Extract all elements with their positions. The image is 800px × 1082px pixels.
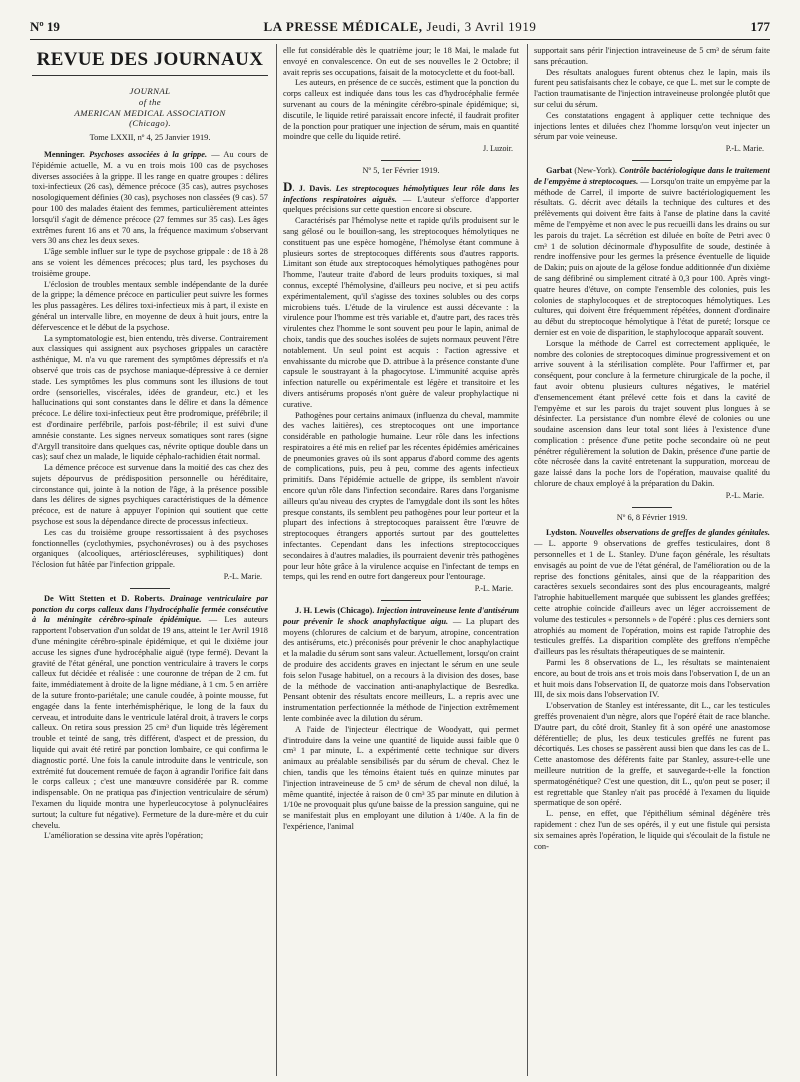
article-lead (32, 150, 268, 247)
issue-date: Nº 6, 8 Février 1919. (616, 512, 688, 522)
drop-capital: D (283, 178, 293, 194)
article-text: — L'auteur s'efforce d'apporter quelques précisions sur cette question encore si obscure. (283, 194, 519, 215)
journal-header-title (30, 19, 770, 35)
article-divider (381, 600, 421, 601)
section-rule (32, 75, 268, 76)
article-author: De Witt Stetten et D. Roberts. (44, 593, 165, 603)
article-author: Menninger. (44, 149, 85, 159)
article-signature: P.-L. Marie. (725, 144, 764, 154)
journal-line: of the (138, 96, 162, 107)
journal-issue: Tome LXXII, nº 4, 25 Janvier 1919. (89, 133, 211, 143)
column-2 (283, 46, 519, 1076)
article-paragraph: L'amélioration se dessina vite après l'opération; (44, 831, 204, 841)
article-garbat (534, 166, 770, 502)
journal-line: AMERICAN MEDICAL ASSOCIATION (74, 107, 226, 118)
article-lead (283, 606, 519, 725)
article-title: Nouvelles observations de greffes de glandes génitales. (579, 528, 770, 538)
journal-name: LA PRESSE MÉDICALE, (263, 19, 423, 34)
article-lead (534, 166, 770, 339)
article-lewis (283, 606, 519, 833)
article-paragraph: elle fut considérable dès le quatrième jour; le 18 Mai, le malade fut envoyé en convalescence. On eut de ses nouvelles le 2 Octobre; il avait repris ses occupations, faisait de la motocyclette et du foot-ball. (283, 46, 519, 77)
article-paragraph: L'observation de Stanley est intéressante, dit L., car les testicules greffés provenaient d'un nègre, alors que l'opéré était de race blanche. D'autre part, du côté droit, Stanley fit à son opéré une anastomose déférentielle; de plus, les deux testicules greffés ne furent pas décortiqués. Les choses se passèrent aussi bien que dans les cas de L. Cette anastomose des déférents faite par Stanley, assure-t-elle une meilleure nutrition de la greffe, et sauvegarde-t-elle la fonction spermatogénétique? C'est une question, dit L., qu'on peut se poser; il est regrettable que Stanley n'ait pas procédé à l'examen du liquide spermatique de son opéré. (534, 701, 770, 808)
article-lead (283, 178, 519, 216)
column-divider (527, 44, 528, 1076)
issue-number: Nº 19 (30, 19, 60, 34)
article-menninger (32, 150, 268, 583)
journal-source (32, 86, 268, 129)
column-divider (276, 44, 277, 1076)
article-author: Garbat (546, 165, 573, 175)
article-divider (381, 160, 421, 161)
article-author: J. H. Lewis (Chicago). (295, 606, 375, 616)
page-header (30, 19, 770, 37)
article-stetten-roberts (32, 594, 268, 842)
article-place: (New-York). (574, 165, 618, 175)
article-text: — La plupart des moyens (chlorures de calcium et de baryum, atropine, concentration des antisérums, etc.) préconisés pour prévenir le choc anaphylactique et la maladie du sérum sont sans valeur. Actuellement, lorsqu'on craint de produire des accidents graves en injectant le sérum en une seule fois selon l'usage habituel, on a recours à la division des doses, base de la méthode de vaccination anti-anaphylactique de Besredka. Pensant obtenir des résultats encore meilleurs, L. a repris avec une instrumentation perfectionnée la méthode de l'injection extrêmement lente combinée avec la dilution du sérum. (283, 616, 519, 724)
article-title: Contrôle bactériologique dans le traitement de l'empyème à streptocoques. (534, 165, 770, 186)
article-signature: P.-L. Marie. (474, 584, 513, 594)
journal-date: Jeudi, 3 Avril 1919 (426, 19, 537, 34)
article-paragraph: L'éclosion de troubles mentaux semble indépendante de la durée de la grippe; la démence précoce en particulier peut suivre les formes les plus passagères. Les délires toxi-infectieux mis à part, il existe en général un intervalle libre, en moyenne de deux à huit jours, entre la défervescence et le début de la psychose. (32, 279, 268, 332)
journal-line: JOURNAL (129, 86, 171, 96)
article-signature: J. Luzoir. (483, 144, 513, 154)
article-text: — Lorsqu'on traite un empyème par la méthode de Carrel, il importe de suivre bactériologiquement les résultats. G. décrit avec détails la technique des cultures et des prélèvements qui doivent être faits à l'anse de platine dans la cavité même de l'empyème et non avec le pus recueilli dans les drains ou sur les parois du trajet. La sécrétion est diluée en boîte de Petri avec 0 cm³ 1 de solution décinormale d'hyposulfite de soude, destinée à rendre inoffensive pour les germes la présence éventuelle de liquide de Dakin; puis on ajoute de la gélose fondue additionnée d'un dixième de sang défibriné ou simplement citraté à 0,3 pour 100. Après vingt-quatre heures d'étuve, on compte l'ensemble des colonies, puis les colonies de staphylocoques et de streptocoques hémolytiques. Les cultures, qui doivent être fréquemment répétées, donnent d'ordinaire au début du streptocoque hémolytique à l'état de pureté; lorsque ce dernier est en voie de disparition, le staphylocoque apparaît souvent. (534, 176, 770, 337)
article-lead (534, 528, 770, 658)
article-text: — Les auteurs rapportent l'observation d'un soldat de 19 ans, atteint le 1er Avril 1918 d'une méningite cérébro-spinale épidémique, et qui le dixième jour accuse les signes d'une hydrocéphalie aiguë (type fermé). Devant la gravité de l'état général, une ponction ventriculaire à travers le corps calleux fut décidée et réalisée : une couronne de trépan de 2 cm. fut faite, immédiatement à droite de la ligne médiane, à 1 cm. 5 en arrière de la suture fronto-pariétale; une canule coudée, à pointe mousse, fut engagée dans la fente interhémisphérique, le long de la faux du cerveau, et introduite dans le ventricule latéral droit, à travers le corps calleux. On retira sous pression 25 cm³ d'un liquide très légèrement trouble et teinté de sang, très différent, d'aspect et de pression, du liquide qui avait été retiré par ponction lombaire, ce qui confirma le diagnostic porté. Une fois la canule introduite dans le ventricule, son extrémité fut doucement remuée de façon à agrandir l'orifice fait dans le corps calleux ; c'est une manœuvre considérée par R. comme indispensable. On ne pratiqua pas d'injection ventriculaire de sérum) l'examen du liquide montra une hyperleucocytose à polynucléaires surtout; la culture fut négative). Fermeture de la dure-mère et du cuir chevelu. (32, 615, 268, 830)
article-title: Injection intraveineuse lente d'antisérum pour prévenir le shock anaphylactique aigu. (283, 606, 519, 626)
article-davis (283, 178, 519, 595)
column-1 (32, 46, 268, 1076)
article-paragraph: Les auteurs, en présence de ce succès, estiment que la ponction du corps calleux est indiquée dans tous les cas d'hydrocéphalie fermée survenant au cours de la méningite cérébro-spinale épidémique; si, discutile, le liquide retiré paraissait encore infecté, il faudrait profiter de la ponction pour pratiquer une injection de sérum, mais en quantité moindre que celle du liquide retiré. (283, 78, 519, 142)
header-rule (30, 39, 770, 40)
article-signature: P.-L. Marie. (223, 572, 262, 582)
article-title: Les streptocoques hémolytiques leur rôle dans les infections respiratoires aiguës. (283, 183, 519, 204)
article-paragraph: Lorsque la méthode de Carrel est correctement appliquée, le nombre des colonies de streptocoques diminue progressivement et on arrive souvent à la stérilisation complète. Pour l'affirmer et, par conséquent, pour conclure à la fermeture chirurgicale de la poche, il faut avoir obtenu plusieurs cultures négatives, le matériel d'ensemencement étant prélevé cette fois et dans la cavité de l'empyème et sur les parois du trajet souvent plus longues à se désinfecter. La persistance d'un nombre élevé de colonies ou une soudaine ascension dans leur total sont liées à l'existence d'une complication : présence d'une petite poche secondaire où ne peut pénétrer régulièrement la solution de Dakin, présence d'une partie de côte nécrosée dans la cavité entretenant la suppuration, morceau de gaze laissé dans la poche lors de l'opération, mauvaise qualité du chlorure de chaux employé à la préparation du Dakin. (534, 338, 770, 489)
article-paragraph: La démence précoce est survenue dans la moitié des cas chez des sujets dépourvus de prédisposition personnelle ou héréditaire, circonstance qui, jointe à la notion de l'âge, à la présence possible dans les délires de signes psychiques caractéristiques de la démence précoce, est de nature à appuyer l'opinion qui soutient que cette psychose est sous la dépendance directe de processus infectieux. (32, 463, 268, 527)
article-signature: P.-L. Marie. (725, 490, 764, 500)
issue-date: Nº 5, 1er Février 1919. (362, 165, 440, 175)
journal-line: (Chicago). (129, 118, 171, 129)
article-author: Lydston. (546, 528, 577, 538)
page-number: 177 (750, 19, 770, 34)
article-paragraph: Pathogènes pour certains animaux (influenza du cheval, mammite des vaches laitières), ces streptocoques ont une importance considérable en pathologie humaine. Leur rôle dans les infections respiratoires a été mis en relief par les récentes épidémies américaines de pneumonies graves où ils sont apparus d'abord comme des agents de complications, puis, peu à peu, comme des agents infectieux primitifs. Dans l'épidémie actuelle de grippe, ils semblent n'avoir encore qu'un rôle dans l'infection secondaire. Rares dans l'organisme ailleurs qu'au niveau des cryptes de l'amygdale dont ils sont les hôtes presque constants, ils semblent peu pathogènes pour leur porteur et la plupart des infections à streptocoques paraissent être l'œuvre de streptocoques étrangers apportés surtout par des gouttelettes infectantes. Cependant dans les infections streptococciques secondaires à d'autres maladies, ils pourraient devenir très pathogènes pour leur hôte grâce à la virulence acquise en l'infectant de temps en temps, qui les rend en outre fort dangereux pour l'entourage. (283, 410, 519, 582)
article-author: . J. Davis. (292, 183, 332, 193)
article-title: Drainage ventriculaire par ponction du corps calleux dans l'hydrocéphalie fermée consécutive à la méningite cérébro-spinale épidémique. (32, 593, 268, 625)
article-paragraph: supportait sans périr l'injection intraveineuse de 5 cm³ de sérum faite sans précaution. (534, 46, 770, 66)
article-lead (32, 594, 268, 832)
column-3 (534, 46, 770, 1076)
article-paragraph: Parmi les 8 observations de L., les résultats se maintenaient encore, au bout de trois ans et trois mois dans l'observation I, de un an et huit mois dans l'observation II, de quatorze mois dans l'observation III, de six mois dans l'observation IV. (534, 658, 770, 700)
section-title: REVUE DES JOURNAUX (36, 49, 264, 70)
article-paragraph: La symptomatologie est, bien entendu, très diverse. Contrairement aux classiques qui assignent aux psychoses grippales un caractère asthénique, M. n'a vu que rarement des symptômes dépressifs et n'a observé que trois cas de psychose maniaque-dépressive à ce dernier stade. Les symptômes les plus communs sont les illusions de tout ordre (sensorielles, viscérales, idées de grandeur, etc.) et les hallucinations qui sont constantes dans le délire et dans la démence précoce. Le délire toxi-infectieux peut être prodromique, préfébrile; il est d'ordinaire perfébrile, parfois post-fébrile; il est suivi d'une amnésie constante. Les signes nerveux somatiques sont rares (signe d'Argyll transitoire dans quelques cas, névrite optique double dans un cas); sauf chez un malade, le liquide céphalo-rachidien était normal. (32, 333, 268, 462)
article-paragraph: A l'aide de l'injecteur électrique de Woodyatt, qui permet d'introduire dans la veine une quantité de liquide aussi faible que 0 cm³ 1 par minute, L. a expérimenté cette technique sur divers animaux au préalable sensibilisés par du sérum de cheval. Chez le chien, tandis que les témoins étaient tués en quinze minutes par l'injection intraveineuse de 5 cm³ de sérum de cheval non dilué, la même quantité, injectée à raison de 0 cm³ 35 par minute en dilution à 1/10e ne provoquait plus qu'une baisse de la pression sanguine, qui ne se manifestait plus en employant une dilution à 1/40e. A la fin de l'expérience, l'animal (283, 724, 519, 831)
article-paragraph: Des résultats analogues furent obtenus chez le lapin, mais ils furent peu satisfaisants chez le cobaye, ce que L. met sur le compte de l'action traumatisante de l'injection intraveineuse prolongée plutôt que sur celui du sérum. (534, 67, 770, 109)
article-paragraph: Les cas du troisième groupe ressortissaient à des psychoses fonctionnelles (cyclothymies, psychonévroses) ou à des psychoses organiques (alcooliques, artérioscléreuses, syphilitiques) dont l'éclosion fut hâtée par l'infection grippale. (32, 527, 268, 570)
article-paragraph: L. pense, en effet, que l'épithélium séminal dégénère très rapidement : chez l'un de ses opérés, il y eut une fistule qui persista six semaines après l'opération, le liquide qui s'écoulait de la fistule ne con- (534, 809, 770, 851)
article-title: Psychoses associées à la grippe. (89, 149, 208, 159)
article-lydston (534, 528, 770, 852)
article-divider (130, 588, 170, 589)
article-paragraph: Caractérisés par l'hémolyse nette et rapide qu'ils produisent sur le sang gélosé ou le bouillon-sang, les streptocoques hémolytiques ne constituent pas une espèce homogène, l'hémolyse étant commune à plusieurs sortes de streptocoques différents sous d'autres rapports. Limitant son étude aux streptocoques hémolytiques pathogènes pour l'homme, l'auteur traite d'abord de leurs produits toxiques, si mal connus, excepté l'hémolysine, d'ailleurs peu nocive, et si peu actifs expérimentalement, qu'il s'agisse des toxines solubles ou des corps microbiens tués. L'étude de la virulence est aussi décevante : la virulence pour l'homme est très variable et, d'autre part, des races très virulentes chez l'homme le sont souvent peu pour le lapin, animal de choix, tandis que des souches isolées de sujets normaux peuvent l'être notablement. Un seul point est acquis : l'action agressive et envahissante du microbe que D. attribue à la présence constante d'une capsule le soustrayant à la phagocytose. L'immunité acquise après infection naturelle ou expérimentale est légère et transitoire et les divers antisérums proposés n'ont guère de valeur prophylactique ni curative. (283, 216, 519, 409)
article-paragraph: L'âge semble influer sur le type de psychose grippale : de 18 à 28 ans se voient les démences précoces; plus tard, les psychoses du troisième groupe. (32, 247, 268, 278)
article-text: — Au cours de l'épidémie actuelle, M. a vu en trois mois 100 cas de psychoses diverses associées à la grippe. Il les range en quatre groupes : délires toxi-infectieux (26 cas), démence précoce (35 cas), autres psychoses nosologiquement définies (30 cas), psychoses non classées (9 cas). 57 pour 100 des malades étaient des femmes, particulièrement atteintes lorsqu'il s'agit de démence précoce (27 femmes sur 35 cas). Les âges extrêmes furent 16 ans et 70 ans, la fréquence maximum s'observant vers 30 ans chez les deux sexes. (32, 149, 268, 246)
article-divider (632, 507, 672, 508)
article-divider (632, 160, 672, 161)
article-paragraph: Ces constatations engagent à appliquer cette technique des injections lentes et diluées chez l'homme lorsqu'on veut injecter un sérum par voie veineuse. (534, 110, 770, 142)
article-text: — L. apporte 9 observations de greffes testiculaires, dont 8 personnelles et 1 de L. Stanley. D'une façon générale, les résultats envisagés au point de vue de l'état général, de l'amélioration ou de la reprise des fonctions génitales, ainsi que de la réapparition des caractères sexuels secondaires sont des plus encourageants, malgré l'atrophie habituellement marquée que subissent les glandes greffées; cette atrophie coïncide d'ailleurs avec un léger accroissement de volume des testicules « personnels » de l'opéré : plus ces derniers sont atrophiés au moment de l'opération, moins est rapide l'atrophie des testicules greffés. La disparition complète des greffons n'empêche d'ailleurs pas les résultats thérapeutiques de se maintenir. (534, 539, 770, 657)
